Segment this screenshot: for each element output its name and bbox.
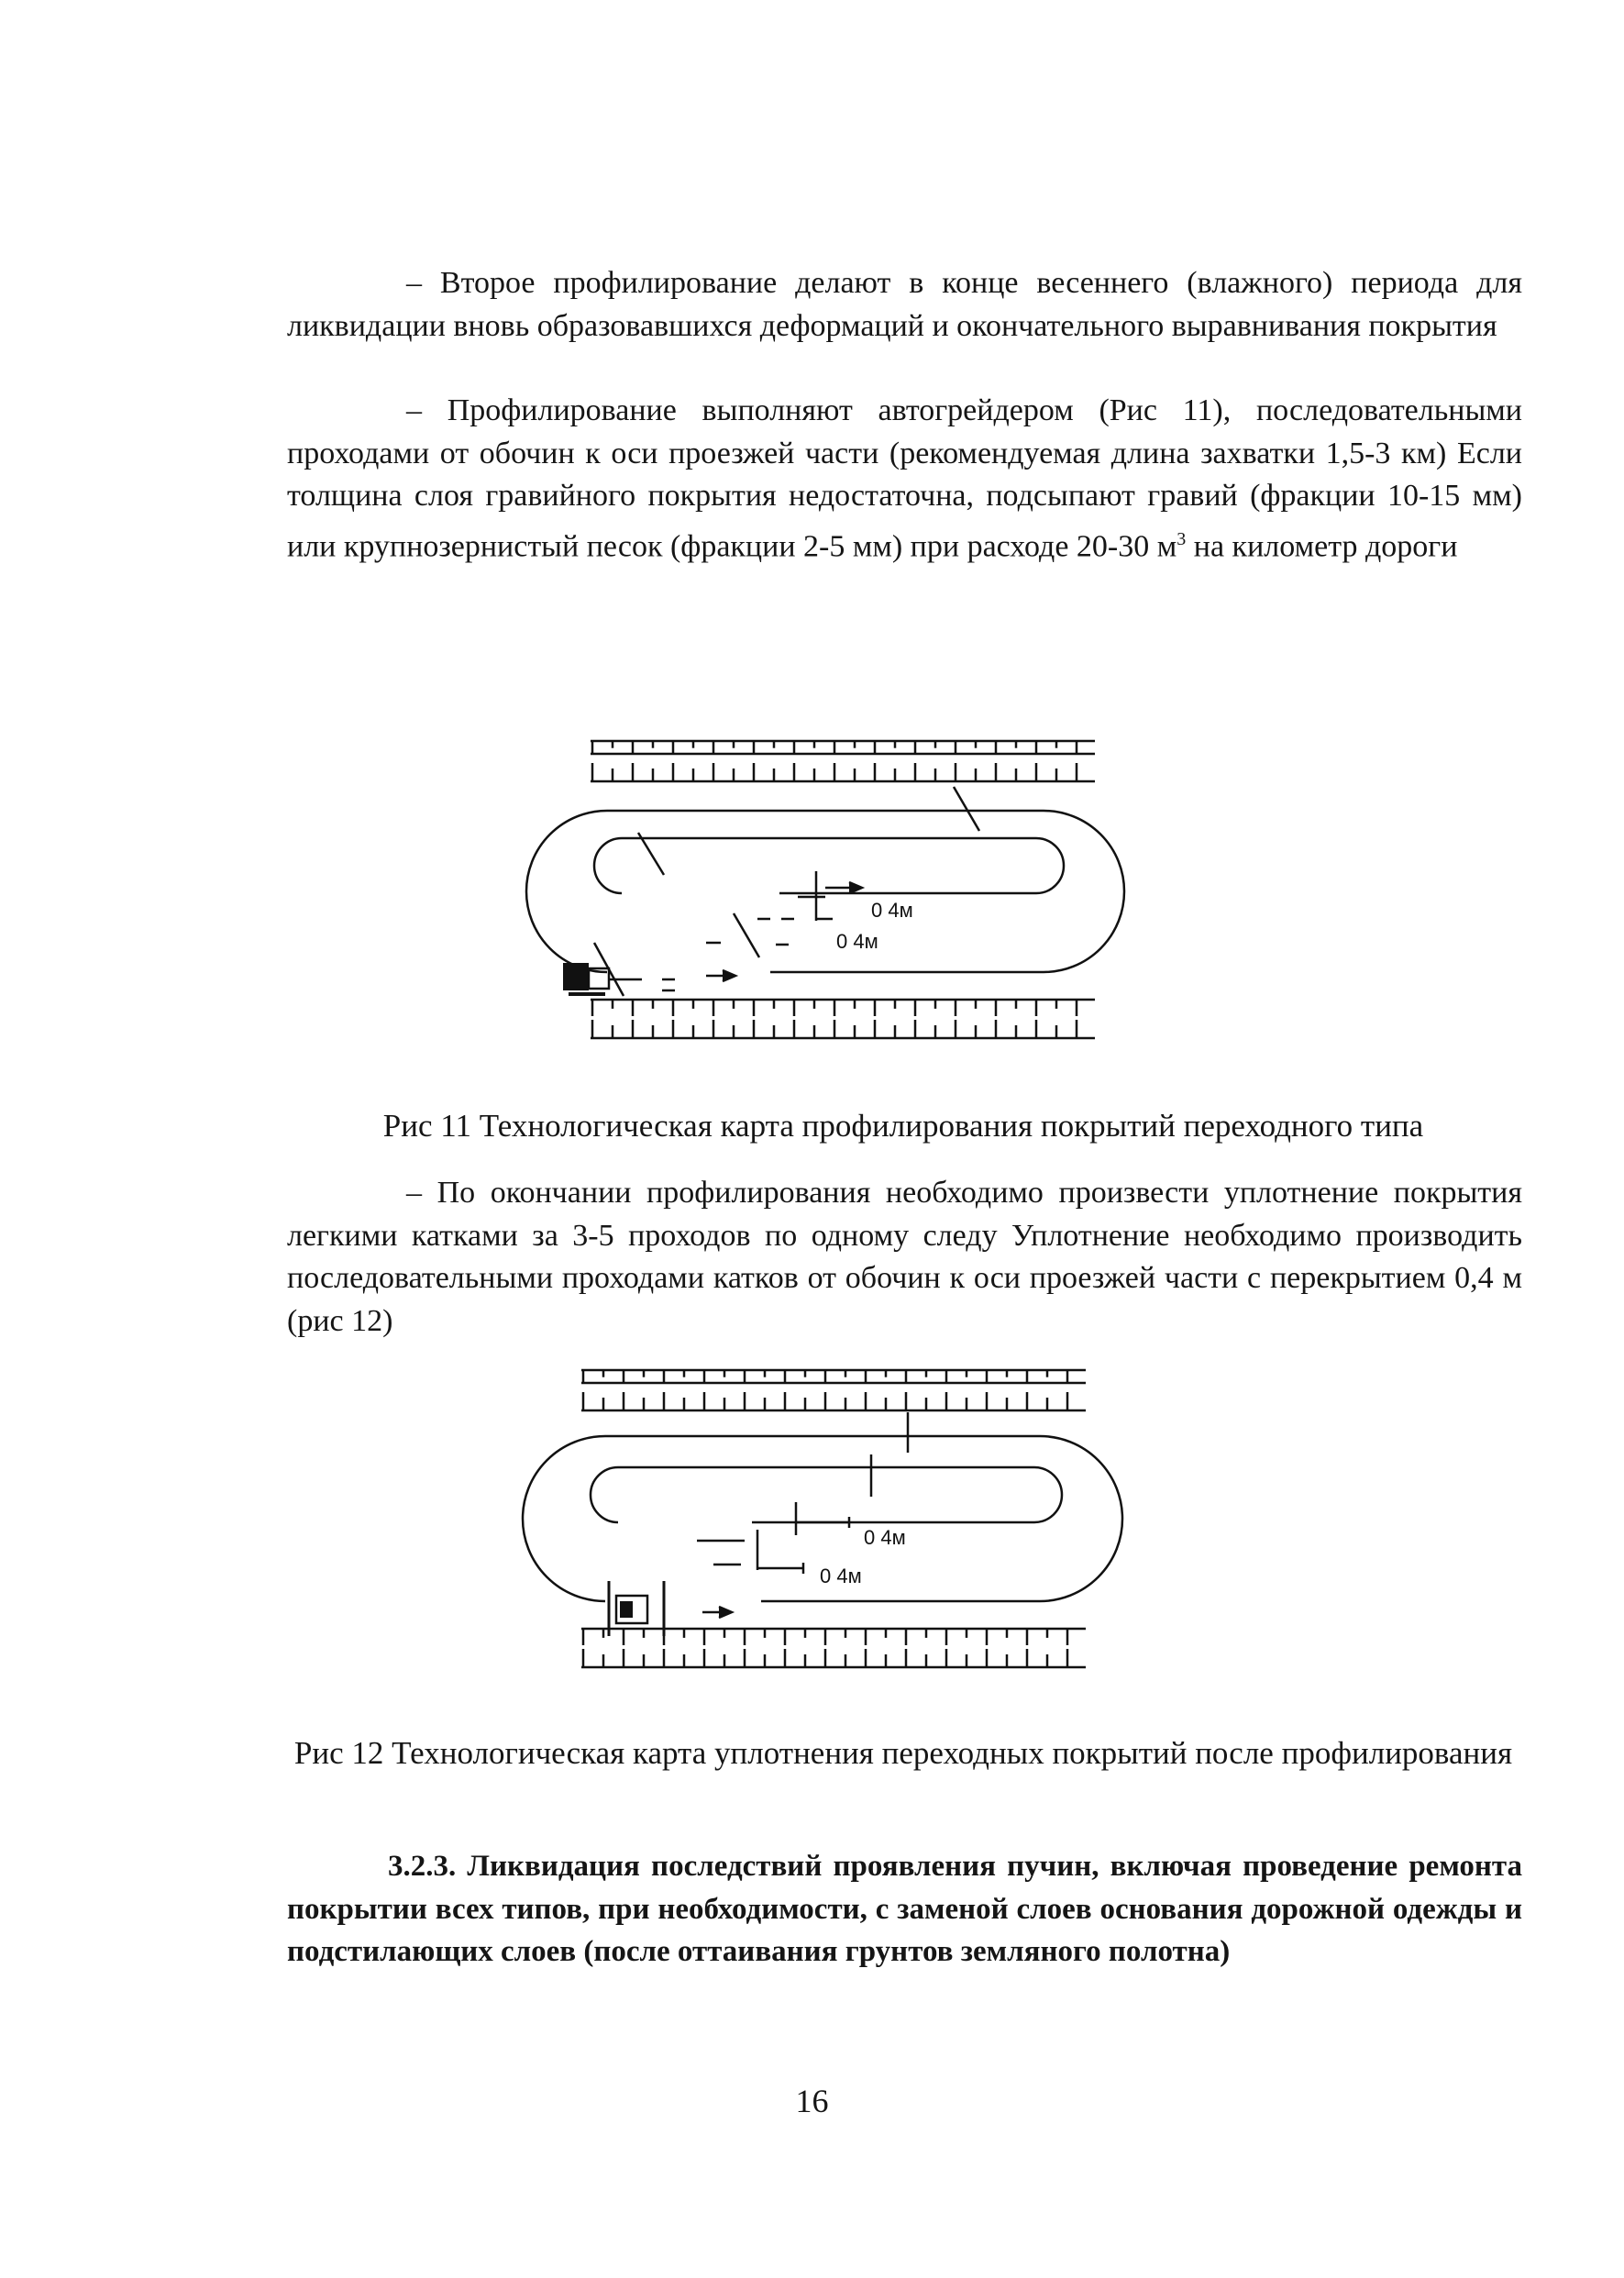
bottom-roadside-ruler: [581, 1629, 1086, 1667]
pass-loop-inner: [594, 838, 1064, 893]
pass-loop-inner: [591, 1467, 1062, 1522]
motor-grader-icon: [563, 963, 642, 994]
paragraph-second-profiling: – Второе профилирование делают в конце весеннего (влажного) периода для ликвидации вновь образовавшихся деформаций и окончательного выравнивания покрытия: [287, 266, 1522, 343]
top-roadside-ruler: [581, 1370, 1086, 1410]
paragraph-profiling-method-text: – Профилирование выполняют автогрейдером (Рис 11), последовательными проходами от обочин к оси проезжей части (рекомендуемая длина захватки 1,5-3 км) Если толщина слоя гравийного покрытия недостаточна, подсыпают гравий (фракции 10-15 мм) или крупнозернистый песок (фракции 2-5 мм) при расходе 20-30 м: [287, 393, 1522, 563]
bottom-roadside-ruler: [591, 1000, 1095, 1038]
overlap-label-lower: 0 4м: [820, 1565, 862, 1587]
overlap-label-upper: 0 4м: [864, 1526, 906, 1549]
overlap-label-upper: 0 4м: [871, 899, 913, 922]
figure-12-diagram: [504, 1361, 1091, 1691]
cubic-superscript: 3: [1177, 528, 1187, 549]
figure-11-diagram: [514, 724, 1100, 1055]
paragraph-profiling-method: [287, 390, 1522, 568]
grader-blade-low: [734, 913, 759, 957]
page-number: 16: [795, 2083, 829, 2119]
section-heading-3-2-3: 3.2.3. Ликвидация последствий проявления пучин, включая проведение ремонта покрытии всех типов, при необходимости, с заменой слоев основания дорожной одежды и подстилающих слоев (после оттаивания грунтов земляного полотна): [287, 1850, 1522, 1968]
paragraph-compaction: – По окончании профилирования необходимо произвести уплотнение покрытия легкими катками за 3-5 проходов по одному следу Уплотнение необходимо производить последовательными проходами катков от обочин к оси проезжей части с перекрытием 0,4 м (рис 12): [287, 1176, 1522, 1338]
grader-blade-top: [954, 787, 979, 831]
paragraph-profiling-method-tail: на километр дороги: [1186, 528, 1458, 563]
top-roadside-ruler: [591, 741, 1095, 781]
figure-12-caption: Рис 12 Технологическая карта уплотнения переходных покрытий после профилирования: [293, 1735, 1513, 1771]
overlap-label-lower: 0 4м: [836, 930, 878, 953]
figure-11-caption: Рис 11 Технологическая карта профилирования покрытий переходного типа: [382, 1108, 1424, 1144]
pass-loop-outer: [526, 811, 1124, 972]
